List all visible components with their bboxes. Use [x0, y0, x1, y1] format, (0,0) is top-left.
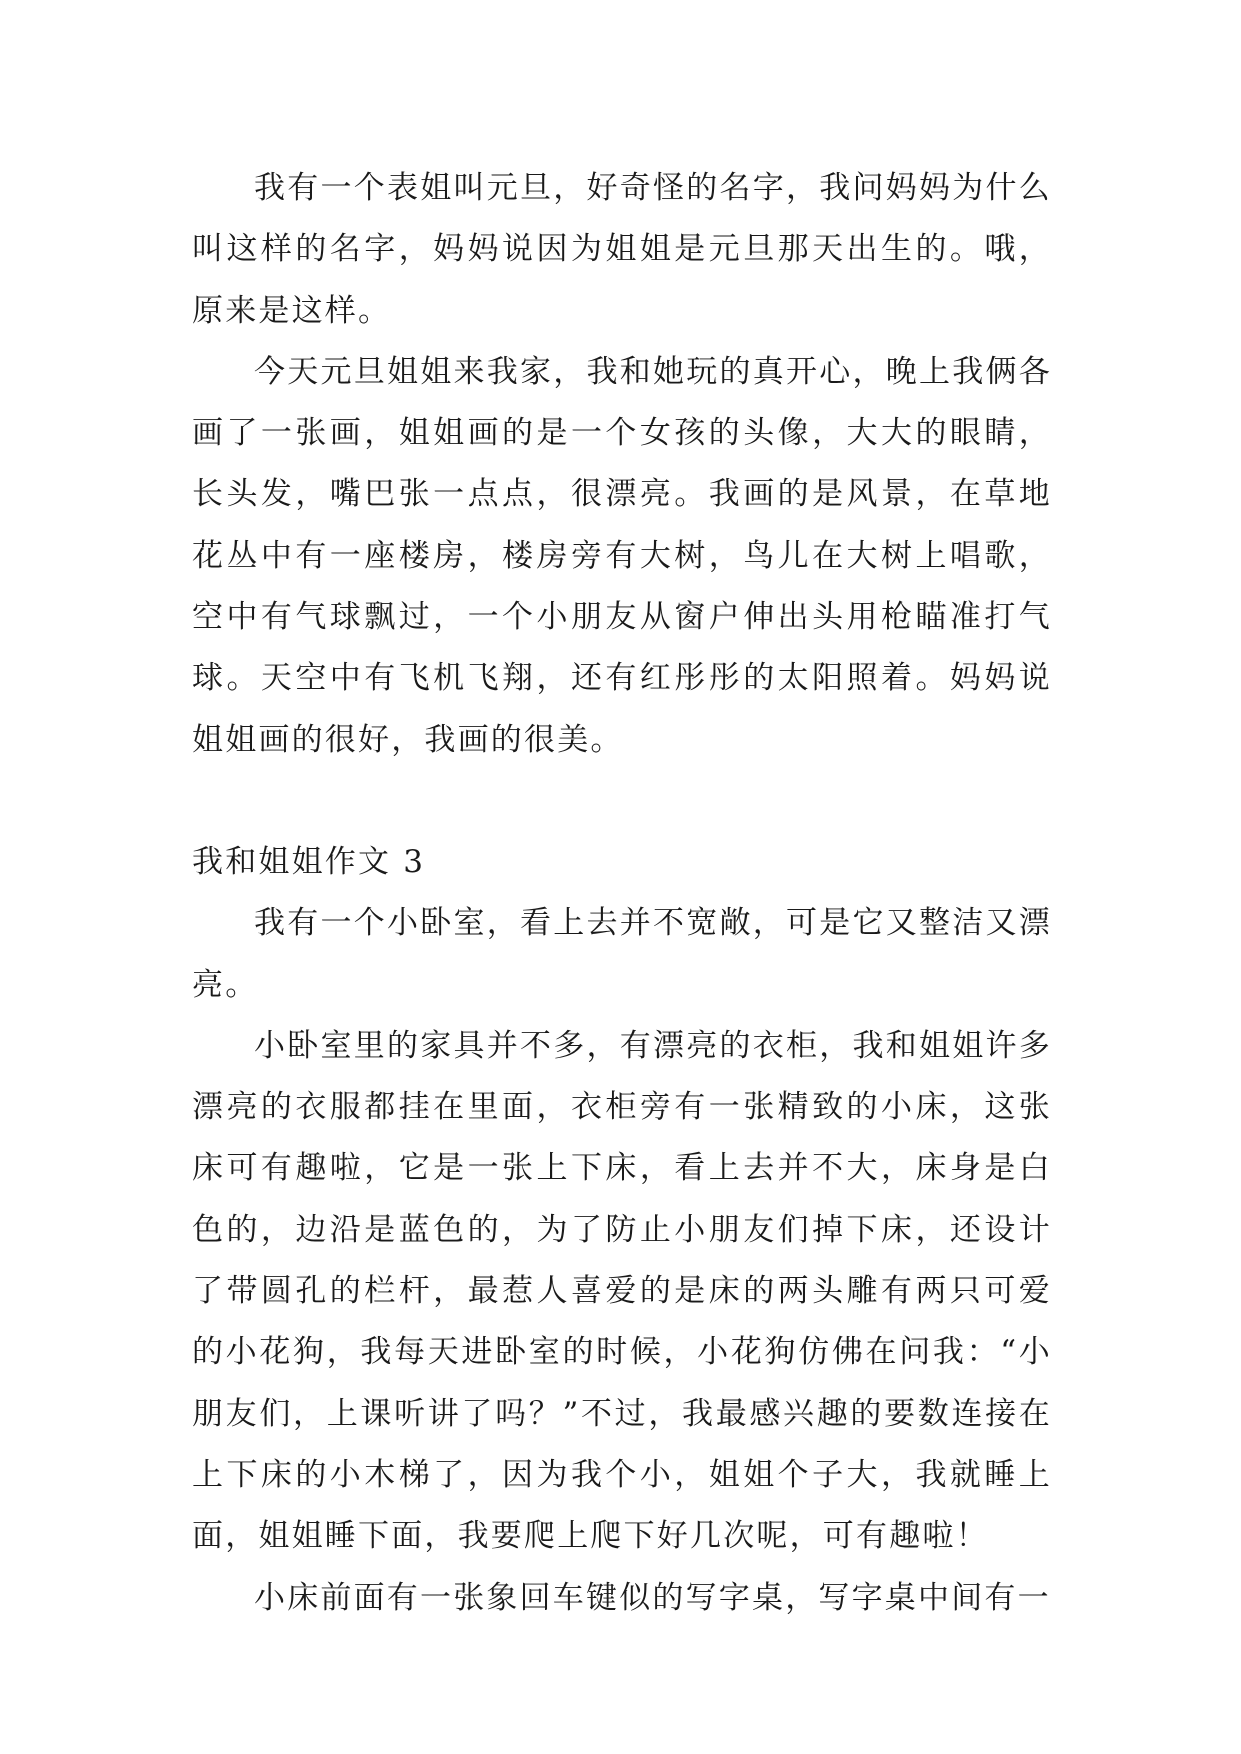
section-heading: 我和姐姐作文 3	[192, 843, 426, 880]
paragraph-cousin-name: 我有一个表姐叫元旦，好奇怪的名字，我问妈妈为什么叫这样的名字，妈妈说因为姐姐是元旦那天出生的。哦，原来是这样。	[192, 170, 1052, 329]
document-body	[192, 158, 1052, 1629]
paragraph-desk: 小床前面有一张象回车键似的写字桌，写字桌中间有一	[254, 1579, 1051, 1616]
paragraph-drawing: 今天元旦姐姐来我家，我和她玩的真开心，晚上我俩各画了一张画，姐姐画的是一个女孩的头像，大大的眼睛，长头发，嘴巴张一点点，很漂亮。我画的是风景，在草地花丛中有一座楼房，楼房旁有大树，鸟儿在大树上唱歌，空中有气球飘过，一个小朋友从窗户伸出头用枪瞄准打气球。天空中有飞机飞翔，还有红彤彤的太阳照着。妈妈说姐姐画的很好，我画的很美。	[192, 353, 1052, 758]
section-spacer	[192, 771, 1052, 832]
paragraph-bedroom-furniture: 小卧室里的家具并不多，有漂亮的衣柜，我和姐姐许多漂亮的衣服都挂在里面，衣柜旁有一张精致的小床，这张床可有趣啦，它是一张上下床，看上去并不大，床身是白色的，边沿是蓝色的，为了防止小朋友们掉下床，还设计了带圆孔的栏杆，最惹人喜爱的是床的两头雕有两只可爱的小花狗，我每天进卧室的时候，小花狗仿佛在问我：“小朋友们，上课听讲了吗？”不过，我最感兴趣的要数连接在上下床的小木梯了，因为我个小，姐姐个子大，我就睡上面，姐姐睡下面，我要爬上爬下好几次呢，可有趣啦！	[192, 1027, 1052, 1555]
paragraph-bedroom-intro: 我有一个小卧室，看上去并不宽敞，可是它又整洁又漂亮。	[192, 905, 1052, 1003]
